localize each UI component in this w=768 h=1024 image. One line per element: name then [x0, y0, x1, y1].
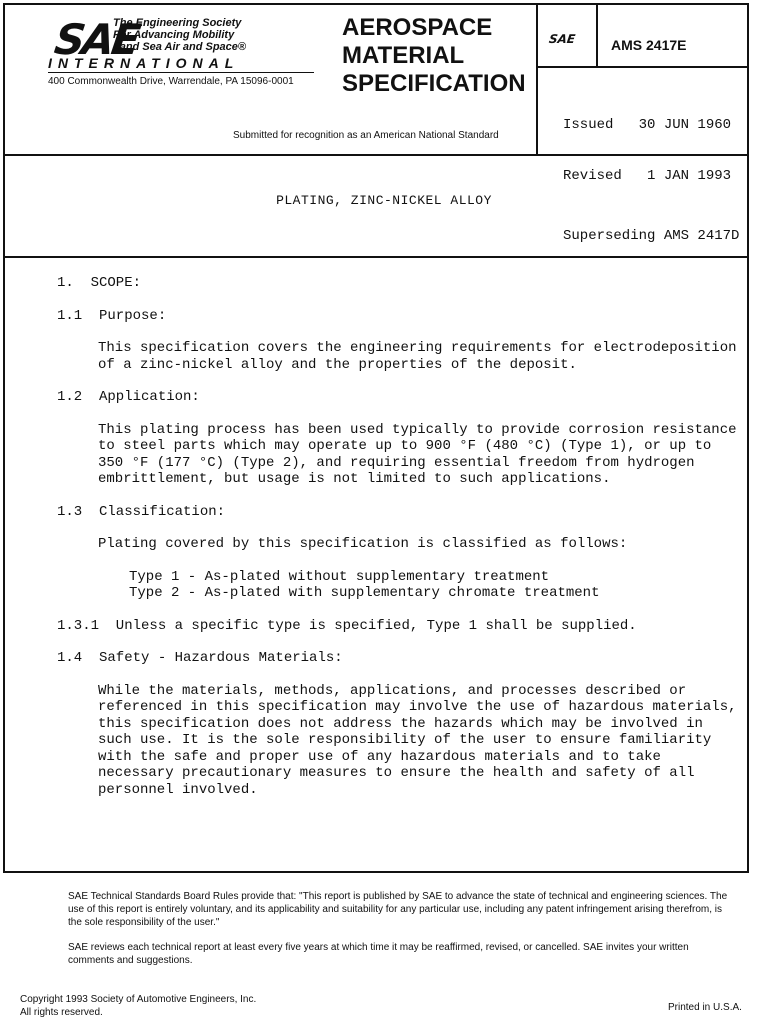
section-heading: 1.4 Safety - Hazardous Materials:	[57, 650, 343, 666]
copyright-line: Copyright 1993 Society of Automotive Engineers, Inc.	[20, 994, 257, 1005]
copyright-line: All rights reserved.	[20, 1007, 103, 1018]
section-paragraph: This plating process has been used typically to provide corrosion resistance to steel parts which may operate up to 900 °F (480 °C) (Type 1), or up to 350 °F (177 °C) (Type 2), and requiring essential freedom from hydrogen embrittlement, but usage is not limited to such applications.	[98, 421, 737, 487]
header-vertical-divider-small	[596, 3, 598, 67]
document-type	[342, 14, 526, 98]
section-heading: 1.1 Purpose:	[57, 307, 167, 324]
revised-date: Revised 1 JAN 1993	[563, 168, 732, 184]
header-right-divider	[536, 66, 749, 68]
section-heading: 1. SCOPE:	[57, 275, 142, 291]
classification-type-2: Type 2 - As-plated with supplementary chromate treatment	[129, 585, 600, 601]
document-title: PLATING, ZINC-NICKEL ALLOY	[276, 193, 492, 208]
printed-in: Printed in U.S.A.	[668, 1002, 742, 1013]
doc-type-line: AEROSPACE	[342, 14, 493, 41]
issued-date: Issued 30 JUN 1960	[563, 117, 732, 133]
document-body	[57, 275, 737, 798]
section-paragraph: Plating covered by this specification is classified as follows:	[98, 536, 628, 552]
section-heading: 1.2 Application:	[57, 389, 200, 405]
doc-type-line: SPECIFICATION	[342, 70, 526, 97]
copyright	[20, 993, 256, 1019]
issue-dates	[563, 83, 739, 262]
section-heading: 1.3.1 Unless a specific type is specified, Type 1 shall be supplied.	[57, 617, 637, 634]
superseding: Superseding AMS 2417D	[563, 228, 740, 244]
sae-tagline	[113, 17, 246, 53]
sae-address: 400 Commonwealth Drive, Warrendale, PA 15096-0001	[48, 76, 294, 87]
standards-board-rules: SAE Technical Standards Board Rules provide that: "This report is published by SAE to advance the state of technical and engineering sciences. The use of this report is entirely voluntary, and its applicability and suitability for any particular use, including any patent infringement arising therefrom, is the sole responsibility of the user."	[68, 891, 728, 928]
section-heading: 1.3 Classification:	[57, 503, 226, 520]
section-paragraph: While the materials, methods, applications, and processes described or referenced in this specification may involve the use of hazardous materials, this specification does not address the hazards which may be involved in such use. It is the sole responsibility of the user to ensure familiarity with the safe and proper use of any hazardous materials and to take necessary precautionary measures to ensure the health and safety of all personnel involved.	[98, 682, 737, 798]
classification-type-1: Type 1 - As-plated without supplementary treatment	[129, 568, 550, 585]
review-note: SAE reviews each technical report at least every five years at which time it may be reaffirmed, revised, or cancelled. SAE invites your written comments and suggestions.	[68, 942, 689, 966]
ams-number: AMS 2417E	[611, 37, 687, 53]
sae-logo-mark: SAE	[51, 15, 141, 64]
header-vertical-divider	[536, 3, 538, 155]
tagline-line: The Engineering Society	[113, 17, 242, 29]
section-paragraph: This specification covers the engineering requirements for electrodeposition of a zinc-nickel alloy and the properties of the deposit.	[98, 340, 737, 373]
submitted-note: Submitted for recognition as an American National Standard	[233, 130, 499, 141]
wordmark-underline	[48, 72, 314, 73]
tagline-line: Land Sea Air and Space®	[113, 41, 247, 53]
doc-type-line: MATERIAL	[342, 42, 465, 69]
tagline-line: For Advancing Mobility	[113, 29, 235, 41]
sae-small-logo: SAE	[548, 32, 577, 46]
international-wordmark: INTERNATIONAL	[48, 55, 240, 71]
